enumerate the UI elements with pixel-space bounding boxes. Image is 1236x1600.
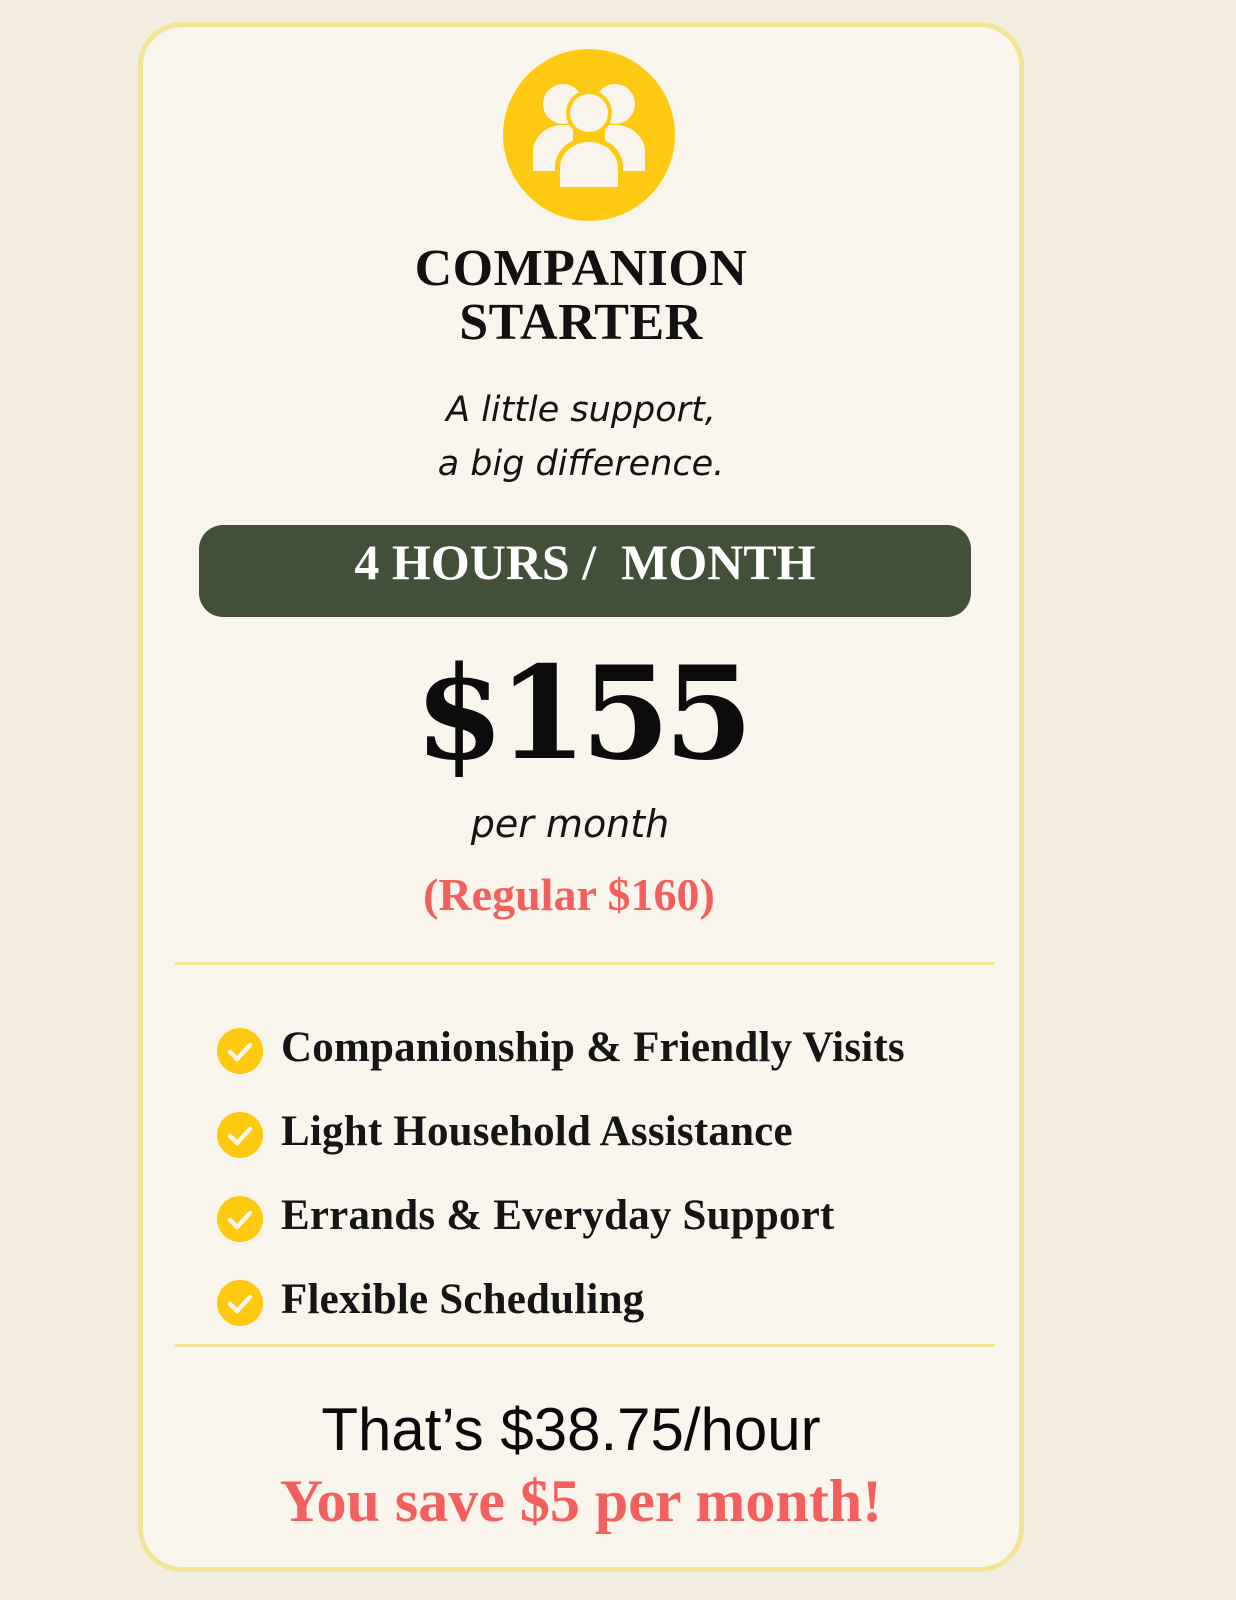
feature-item <box>217 1173 905 1257</box>
price-period: per month <box>470 802 670 846</box>
divider-bottom <box>175 1344 995 1347</box>
regular-price: (Regular $160) <box>423 869 715 920</box>
plan-title-line1: COMPANION <box>414 240 748 297</box>
pricing-card <box>138 22 1024 1572</box>
check-circle-icon <box>217 1196 263 1242</box>
feature-item <box>217 1005 905 1089</box>
check-circle-icon <box>217 1112 263 1158</box>
feature-label: Flexible Scheduling <box>281 1275 645 1323</box>
check-circle-icon <box>217 1028 263 1074</box>
feature-item <box>217 1257 905 1341</box>
tagline-line2: a big difference. <box>437 444 725 484</box>
plan-title-line2: STARTER <box>459 294 703 351</box>
feature-label: Companionship & Friendly Visits <box>281 1023 905 1071</box>
feature-list <box>217 1005 905 1341</box>
feature-label: Light Household Assistance <box>281 1107 793 1155</box>
tagline-line1: A little support, <box>446 390 716 430</box>
check-circle-icon <box>217 1280 263 1326</box>
hours-per-month-badge: 4 HOURS / MONTH <box>199 525 971 617</box>
feature-label: Errands & Everyday Support <box>281 1191 835 1239</box>
savings-callout: You save $5 per month! <box>279 1468 883 1534</box>
price: $155 <box>414 639 748 789</box>
group-people-icon <box>503 49 675 221</box>
per-hour-rate: That’s $38.75/hour <box>321 1396 821 1463</box>
feature-item <box>217 1089 905 1173</box>
divider-top <box>175 962 995 965</box>
